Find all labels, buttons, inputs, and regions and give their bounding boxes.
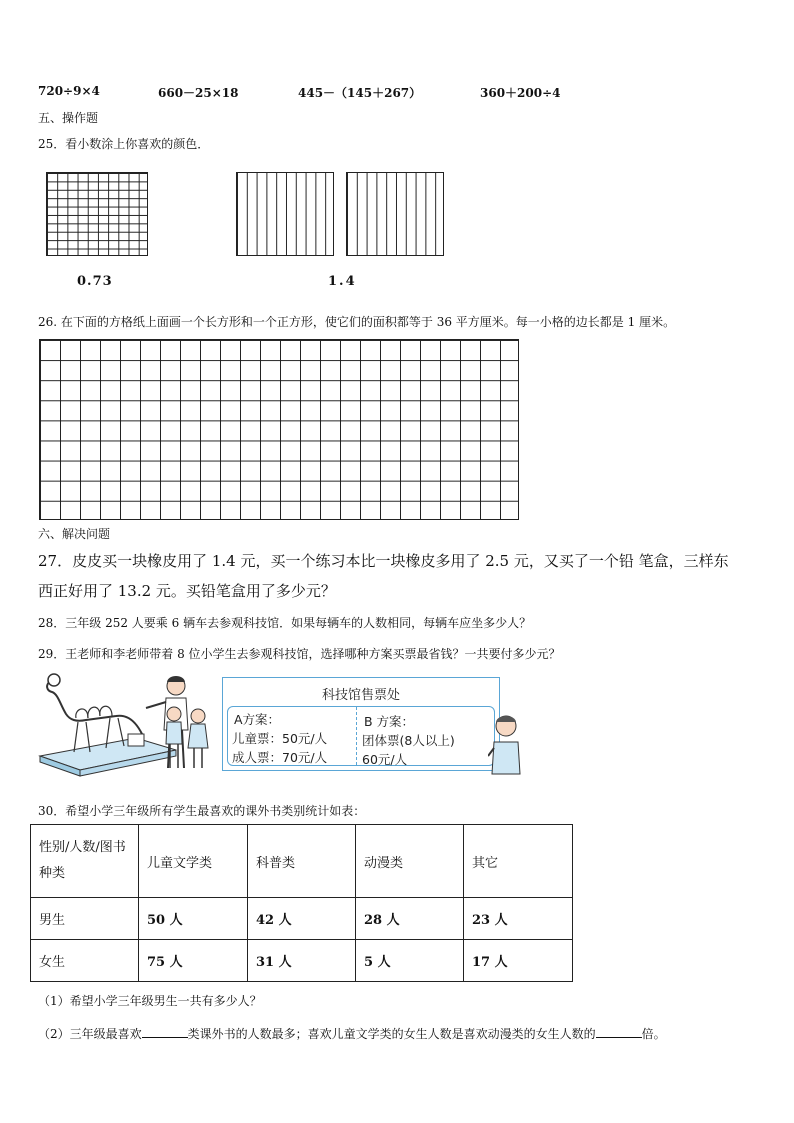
ticket-board-title: 科技馆售票处 [321, 688, 400, 703]
table-header-line-1: 性别/人数/图书 [39, 840, 126, 855]
table-cell: 28 人 [356, 898, 464, 940]
tenths-strip-grid-2[interactable] [346, 172, 444, 256]
table-cell: 23 人 [464, 898, 573, 940]
answer-blank-2[interactable] [596, 1027, 642, 1038]
table-cell: 5 人 [356, 940, 464, 982]
q30-2-text-a: （2）三年级最喜欢 [38, 1027, 142, 1041]
table-cell: 男生 [31, 898, 139, 940]
plan-b-price: 60元/人 [362, 752, 408, 767]
ticket-seller-illustration [488, 712, 522, 776]
question-27-line-1: 27．皮皮买一块橡皮用了 1.4 元，买一个练习本比一块橡皮多用了 2.5 元，又买了一个铅 笔盒，三样东 [38, 552, 729, 570]
table-cell: 31 人 [248, 940, 356, 982]
question-27-line-2: 西正好用了 13.2 元。买铅笔盒用了多少元？ [38, 582, 336, 600]
question-25: 25．看小数涂上你喜欢的颜色． [38, 137, 210, 151]
decimal-label-14: 1.4 [328, 274, 357, 289]
tenths-strip-grid-1[interactable] [236, 172, 334, 256]
table-cell: 女生 [31, 940, 139, 982]
hundred-square-grid[interactable] [46, 172, 148, 256]
calc-item-2: 660－25×18 [158, 86, 239, 100]
question-28: 28．三年级 252 人要乘 6 辆车去参观科技馆．如果每辆车的人数相同，每辆车应坐多少人？ [38, 616, 532, 630]
table-row [31, 940, 573, 982]
table-header-cell: 科普类 [248, 825, 356, 898]
question-30: 30．希望小学三年级所有学生最喜欢的课外书类别统计如表： [38, 804, 366, 818]
question-30-part-2 [38, 1025, 666, 1042]
plan-divider [356, 707, 357, 765]
q30-2-text-b: 类课外书的人数最多；喜欢儿童文学类的女生人数是喜欢动漫类的女生人数的 [187, 1027, 596, 1041]
ticket-plans-panel [227, 706, 495, 766]
book-preference-table [30, 824, 573, 982]
table-header-line-2: 种类 [39, 866, 66, 881]
decimal-label-073: 0.73 [77, 274, 113, 289]
plan-b-group: 团体票(8人以上) [362, 733, 455, 748]
table-header-cell: 其它 [464, 825, 573, 898]
q30-2-text-c: 倍。 [641, 1027, 666, 1041]
question-26: 26. 在下面的方格纸上面画一个长方形和一个正方形，使它们的面积都等于 36 平方厘米。每一小格的边长都是 1 厘米。 [38, 315, 676, 329]
plan-a-title: A方案： [234, 712, 281, 727]
plan-b-title: B 方案： [364, 714, 415, 729]
table-header-cell [31, 825, 139, 898]
question-30-part-1: （1）希望小学三年级男生一共有多少人？ [38, 994, 262, 1008]
plan-a-child-price: 儿童票：50元/人 [232, 731, 328, 746]
table-header-cell: 动漫类 [356, 825, 464, 898]
calc-item-3: 445－（145＋267） [298, 86, 422, 100]
table-cell: 17 人 [464, 940, 573, 982]
table-cell: 75 人 [139, 940, 248, 982]
table-cell: 50 人 [139, 898, 248, 940]
table-header-row [31, 825, 573, 898]
museum-visit-illustration [36, 668, 226, 778]
table-header-cell: 儿童文学类 [139, 825, 248, 898]
answer-blank-1[interactable] [142, 1027, 188, 1038]
section-heading-5: 五、操作题 [38, 111, 99, 125]
table-row [31, 898, 573, 940]
ticket-office-board [222, 677, 500, 771]
calc-item-1: 720÷9×4 [38, 84, 100, 98]
question-29: 29．王老师和李老师带着 8 位小学生去参观科技馆，选择哪种方案买票最省钱？一共要付多少元？ [38, 647, 561, 661]
section-heading-6: 六、解决问题 [38, 527, 111, 541]
calc-item-4: 360＋200÷4 [480, 86, 561, 100]
square-grid-paper[interactable] [39, 339, 519, 520]
table-cell: 42 人 [248, 898, 356, 940]
plan-a-adult-price: 成人票：70元/人 [232, 750, 328, 765]
